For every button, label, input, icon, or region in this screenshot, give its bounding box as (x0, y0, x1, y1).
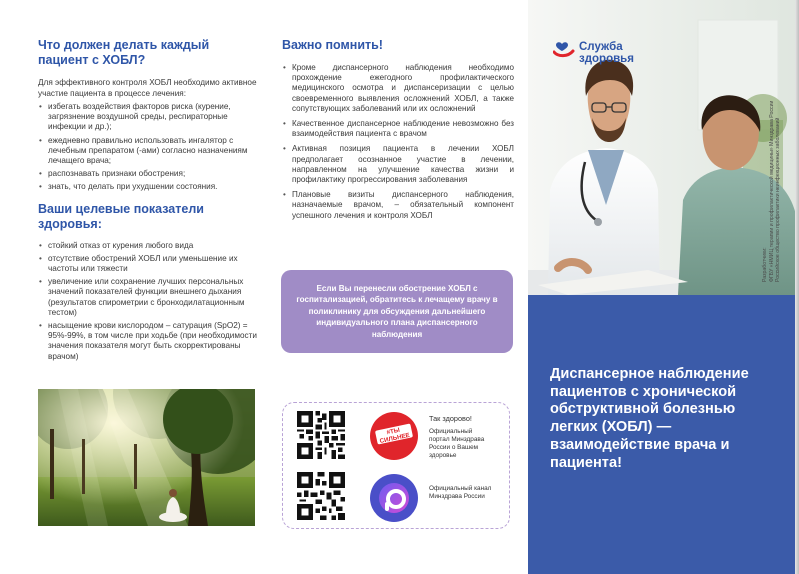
list-item: • увеличение или сохранение лучших персональных значений показателей функции внешнего дыхания (результатов спирометрии с бронходилатационным тестом) (38, 277, 260, 318)
list-item: • избегать воздействия факторов риска (курение, загрязнение воздушной среды, респираторные инфекции и др.); (38, 102, 260, 133)
column-left (38, 38, 260, 365)
qr-code-portal[interactable] (297, 411, 345, 459)
tysilnee-badge-icon[interactable] (370, 412, 418, 460)
brand-line-2: здоровья (579, 52, 634, 65)
column-middle (282, 38, 514, 226)
list-item: • Кроме диспансерного наблюдения необходимо прохождение ежегодного профилактического медицинского осмотра и диспансеризации с целью своевременного выявления осложнений ХОБЛ, а также сопутствующих заболеваний или их осложнений (282, 63, 514, 114)
developers-credit (762, 92, 798, 282)
portal-title: Так здорово! (429, 414, 472, 423)
badge-text: #ТЫ СИЛЬНЕЕ (379, 426, 411, 446)
list-item: • ежедневно правильно использовать ингалятор с лечебным препаратом (-ами) согласно назначениям лечащего врача; (38, 136, 260, 167)
heading-what-to-do: Что должен делать каждый пациент с ХОБЛ? (38, 38, 210, 67)
channel-description: Официальный канал Минздрава России (429, 485, 492, 500)
heading-targets: Ваши целевые показатели здоровья: (38, 201, 204, 231)
heading-remember: Важно помнить! (282, 38, 383, 52)
actions-list (38, 102, 260, 193)
list-item: • распознавать признаки обострения; (38, 169, 260, 179)
brochure-main-title: Диспансерное наблюдение пациентов с хронической обструктивной болезнью легких (ХОБЛ) — взаимодействие врача и пациента! (550, 366, 749, 471)
qr-codes-block (282, 402, 510, 529)
list-item: • насыщение крови кислородом – сатурация (SpO2) = 95%-99%, в том числе при ходьбе (при необходимости значения показателя могут быть скорректированы врачом) (38, 321, 260, 362)
portal-description: Официальный портал Минздрава России о Вашем здоровье (429, 428, 485, 459)
list-item: • стойкий отказ от курения любого вида (38, 241, 260, 251)
list-item: • Качественное диспансерное наблюдение невозможно без взаимодействия пациента с врачом (282, 119, 514, 139)
heart-logo-icon (553, 41, 575, 66)
developers-label: Разработчики: (762, 247, 768, 282)
intro-text: Для эффективного контроля ХОБЛ необходимо активное участие пациента в процессе лечения: (38, 78, 257, 98)
list-item: • знать, что делать при ухудшении состояния. (38, 182, 260, 192)
list-item: • отсутствие обострений ХОБЛ или уменьшение их частоты или тяжести (38, 254, 260, 274)
brand-name (579, 42, 634, 65)
brand-line-1: Служба (579, 41, 623, 53)
list-item: • Активная позиция пациента в лечении ХОБЛ предполагает осознанное участие в лечении, направленном на улучшение качества жизни и профилактику прогрессирования заболевания (282, 144, 514, 185)
qr-code-channel[interactable] (297, 472, 345, 520)
targets-list (38, 241, 260, 362)
forest-meditation-photo (38, 389, 255, 526)
developers-line-1: ФГБУ «НМИЦ терапии и профилактической медицины» Минздрава России (768, 100, 775, 282)
callout-box: Если Вы перенесли обострение ХОБЛ с госпитализацией, обратитесь к лечащему врачу в поликлинику для обсуждения дальнейшего индивидуального плана диспансерного наблюдения (281, 270, 513, 353)
developers-line-2: Российское общество профилактики неинфекционных заболеваний (775, 117, 782, 282)
max-channel-icon[interactable] (370, 474, 418, 522)
page-edge-shadow (795, 0, 799, 574)
list-item: • Плановые визиты диспансерного наблюдения, назначаемые врачом, – обязательный компонент успешного лечения и контроля ХОБЛ (282, 190, 514, 221)
remember-list (282, 63, 514, 221)
